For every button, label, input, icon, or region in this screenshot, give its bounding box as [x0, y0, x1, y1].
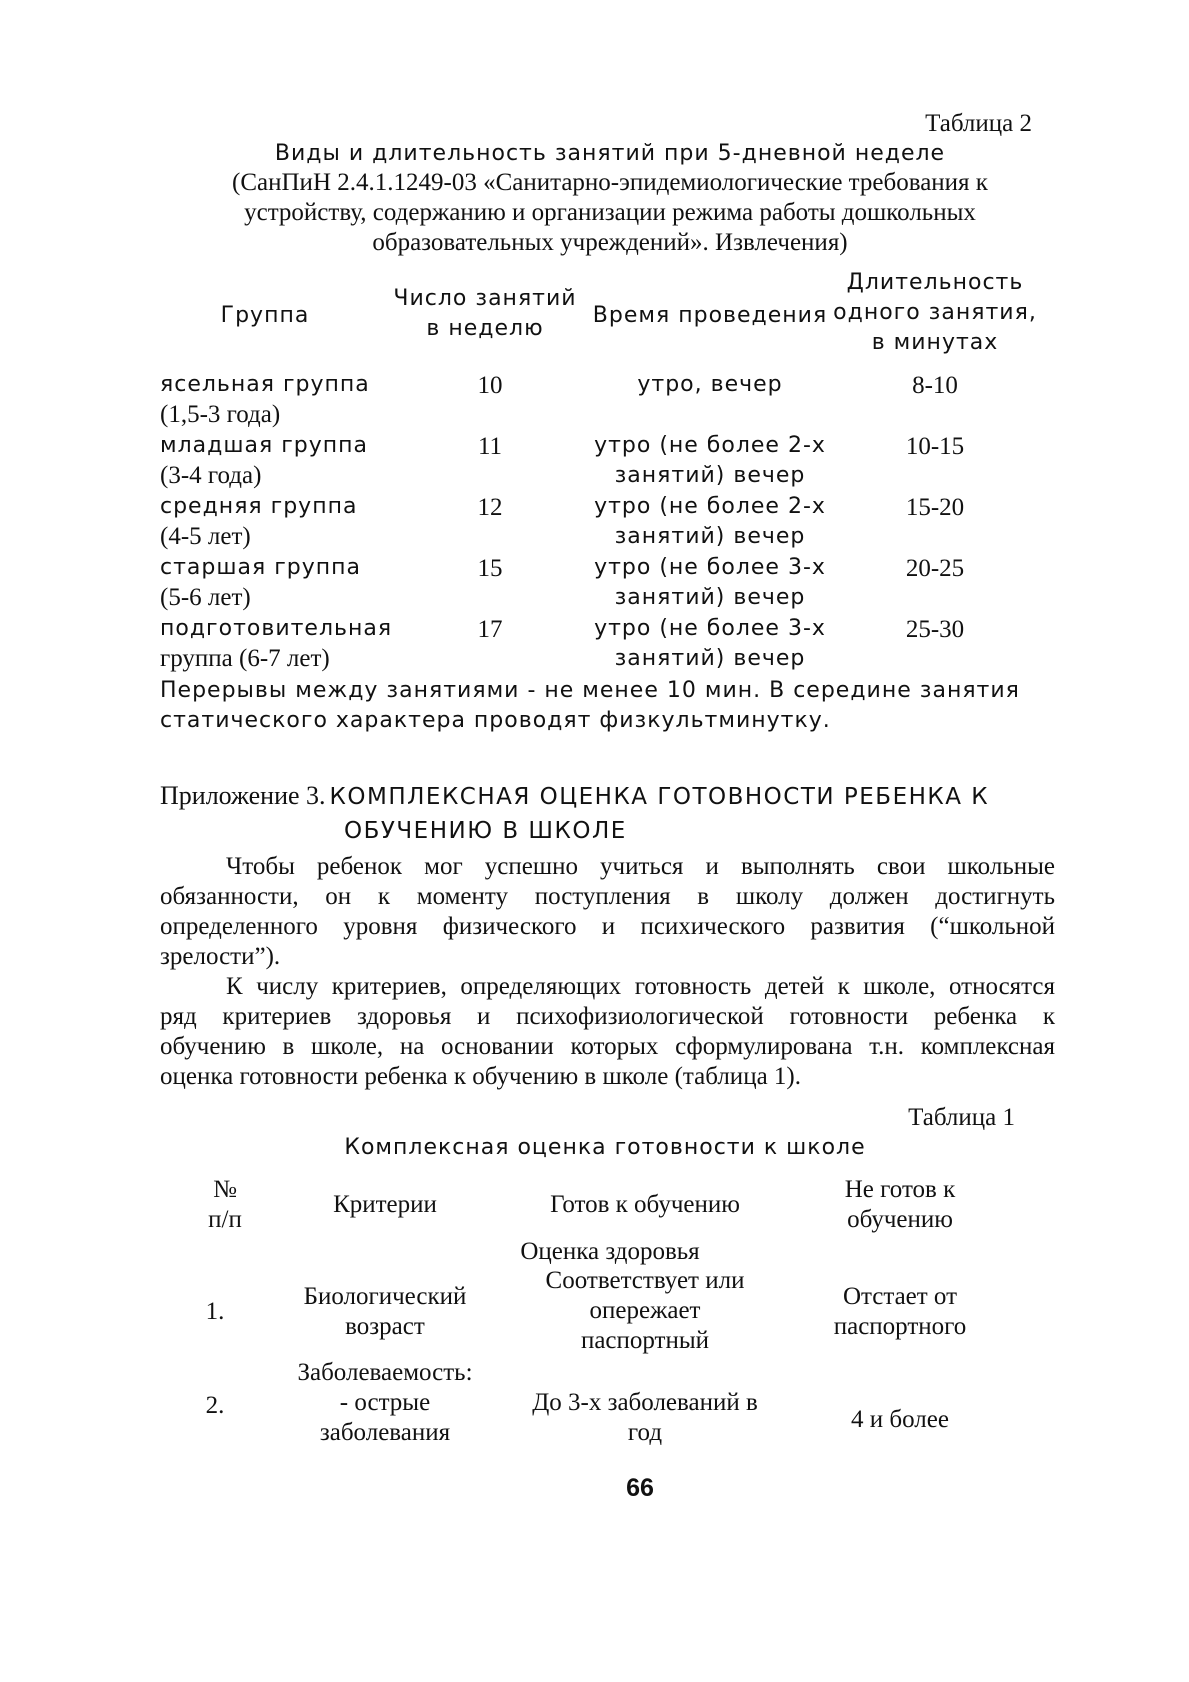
appendix-heading	[160, 780, 1060, 846]
header-line: Длительность	[846, 270, 1024, 295]
table2-caption-line: (СанПиН 2.4.1.1249-03 «Санитарно-эпидемиологические требования к	[232, 169, 988, 196]
table1-row-ready	[510, 1266, 780, 1356]
appendix-prefix: Приложение 3.	[160, 781, 326, 810]
table2-row-group	[160, 553, 390, 613]
group-line: (5-6 лет)	[160, 584, 251, 611]
group-line: (4-5 лет)	[160, 523, 251, 550]
header-line: Число занятий	[393, 286, 577, 311]
time-line: занятий) вечер	[614, 524, 806, 549]
cell-line: паспортного	[833, 1313, 967, 1340]
cell-line: Заболеваемость:	[297, 1359, 473, 1386]
table2-row-duration: 25-30	[905, 616, 965, 643]
group-line: средняя группа	[160, 494, 358, 519]
cell-line: Отстает от	[842, 1283, 958, 1310]
group-line: старшая группа	[160, 555, 361, 580]
header-line: обучению	[847, 1206, 953, 1233]
table1-header-not-ready	[800, 1175, 1000, 1235]
group-line: младшая группа	[160, 433, 368, 458]
table2-caption-line: устройству, содержанию и организации режима работы дошкольных	[244, 199, 976, 226]
table2-row-duration: 8-10	[912, 372, 958, 399]
header-line: Группа	[220, 303, 310, 328]
table2-row-duration: 20-25	[905, 555, 965, 582]
paragraph-line: зрелости”).	[160, 943, 281, 970]
time-line: занятий) вечер	[614, 585, 806, 610]
table2-caption	[140, 138, 1080, 170]
note-line: Перерывы между занятиями - не менее 10 мин. В середине занятия	[160, 678, 1020, 703]
time-line: утро (не более 2-х	[594, 433, 826, 458]
table2-row-time	[590, 492, 830, 552]
table2-row-duration: 15-20	[905, 494, 965, 521]
header-line: Не готов к	[844, 1176, 956, 1203]
cell-line: До 3-х заболеваний в	[532, 1389, 758, 1416]
table1-row-not-ready	[800, 1282, 1000, 1342]
table1-header-criteria: Критерии	[333, 1191, 437, 1218]
time-line: утро (не более 2-х	[594, 494, 826, 519]
table1-header-num	[185, 1175, 265, 1235]
page-number: 66	[626, 1474, 654, 1502]
group-line: (3-4 года)	[160, 462, 262, 489]
appendix-paragraph-2	[160, 972, 1055, 1092]
table1-caption: Комплексная оценка готовности к школе	[344, 1135, 866, 1160]
header-line: Время проведения	[592, 303, 828, 328]
table1-section-health: Оценка здоровья	[520, 1238, 700, 1265]
paragraph-line: Чтобы ребенок мог успешно учиться и выполнять свои школьные	[226, 853, 1055, 880]
table2-row-time	[590, 614, 830, 674]
table1-row-num: 2.	[205, 1392, 225, 1419]
table2-row-count: 12	[477, 494, 503, 521]
time-line: утро (не более 3-х	[594, 616, 826, 641]
time-line: занятий) вечер	[614, 463, 806, 488]
cell-line: год	[627, 1419, 663, 1446]
table1-row-not-ready: 4 и более	[851, 1406, 949, 1433]
table2-row-group	[160, 431, 390, 491]
table2-label: Таблица 2	[925, 110, 1032, 137]
table2-row-count: 15	[477, 555, 503, 582]
table2-header-count	[385, 284, 585, 344]
table2-caption-line: Виды и длительность занятий при 5-дневной неделе	[274, 141, 946, 166]
header-line: в минутах	[871, 330, 999, 355]
note-line: статического характера проводят физкультминутку.	[160, 708, 831, 733]
group-line: группа (6-7 лет)	[160, 645, 330, 672]
table1-header-ready: Готов к обучению	[550, 1191, 740, 1218]
table2-row-group	[160, 492, 390, 552]
paragraph-line: К числу критериев, определяющих готовность детей к школе, относятся	[226, 973, 1055, 1000]
table2-row-time	[590, 370, 830, 400]
cell-line: возраст	[345, 1313, 425, 1340]
group-line: подготовительная	[160, 616, 393, 641]
table2-note	[160, 676, 1060, 736]
table2-row-count: 10	[477, 372, 503, 399]
cell-line: - острые	[339, 1389, 431, 1416]
time-line: утро (не более 3-х	[594, 555, 826, 580]
cell-line: Соответствует или	[545, 1267, 745, 1294]
table2-row-time	[590, 431, 830, 491]
table1-label: Таблица 1	[908, 1104, 1015, 1131]
table2-header-time	[590, 300, 830, 332]
cell-line: заболевания	[319, 1419, 451, 1446]
header-line: №	[213, 1176, 237, 1203]
table2-caption-sub	[140, 168, 1080, 258]
table2-row-count: 17	[477, 616, 503, 643]
table2-row-group	[160, 614, 400, 674]
paragraph-line: определенного уровня физического и психического развития (“школьной	[160, 913, 1055, 940]
cell-line: паспортный	[580, 1327, 710, 1354]
header-line: п/п	[208, 1206, 242, 1233]
table2-row-group	[160, 370, 390, 430]
appendix-paragraph-1	[160, 852, 1055, 972]
time-line: утро, вечер	[637, 372, 783, 397]
table1-row-num: 1.	[205, 1298, 225, 1325]
paragraph-line: обучению в школе, на основании которых сформулирована т.н. комплексная	[160, 1033, 1055, 1060]
table1-row-ready	[510, 1388, 780, 1448]
table1-row-criteria	[285, 1358, 485, 1448]
group-line: (1,5-3 года)	[160, 401, 281, 428]
table2-header-duration	[830, 268, 1040, 358]
group-line: ясельная группа	[160, 372, 370, 397]
cell-line: опережает	[589, 1297, 701, 1324]
appendix-title-line1: КОМПЛЕКСНАЯ ОЦЕНКА ГОТОВНОСТИ РЕБЕНКА К	[329, 784, 990, 810]
appendix-title-line2: ОБУЧЕНИЮ В ШКОЛЕ	[344, 818, 627, 844]
paragraph-line: ряд критериев здоровья и психофизиологической готовности ребенка к	[160, 1003, 1055, 1030]
table2-row-duration: 10-15	[905, 433, 965, 460]
table1-row-criteria	[285, 1282, 485, 1342]
paragraph-line: оценка готовности ребенка к обучению в школе (таблица 1).	[160, 1063, 801, 1090]
paragraph-line: обязанности, он к моменту поступления в школу должен достигнуть	[160, 883, 1055, 910]
table2-header-group	[160, 300, 370, 332]
table2-row-time	[590, 553, 830, 613]
cell-line: Биологический	[303, 1283, 467, 1310]
table2-row-count: 11	[477, 433, 503, 460]
table2-caption-line: образовательных учреждений». Извлечения)	[372, 229, 848, 256]
header-line: одного занятия,	[833, 300, 1037, 325]
time-line: занятий) вечер	[614, 646, 806, 671]
header-line: в неделю	[426, 316, 544, 341]
